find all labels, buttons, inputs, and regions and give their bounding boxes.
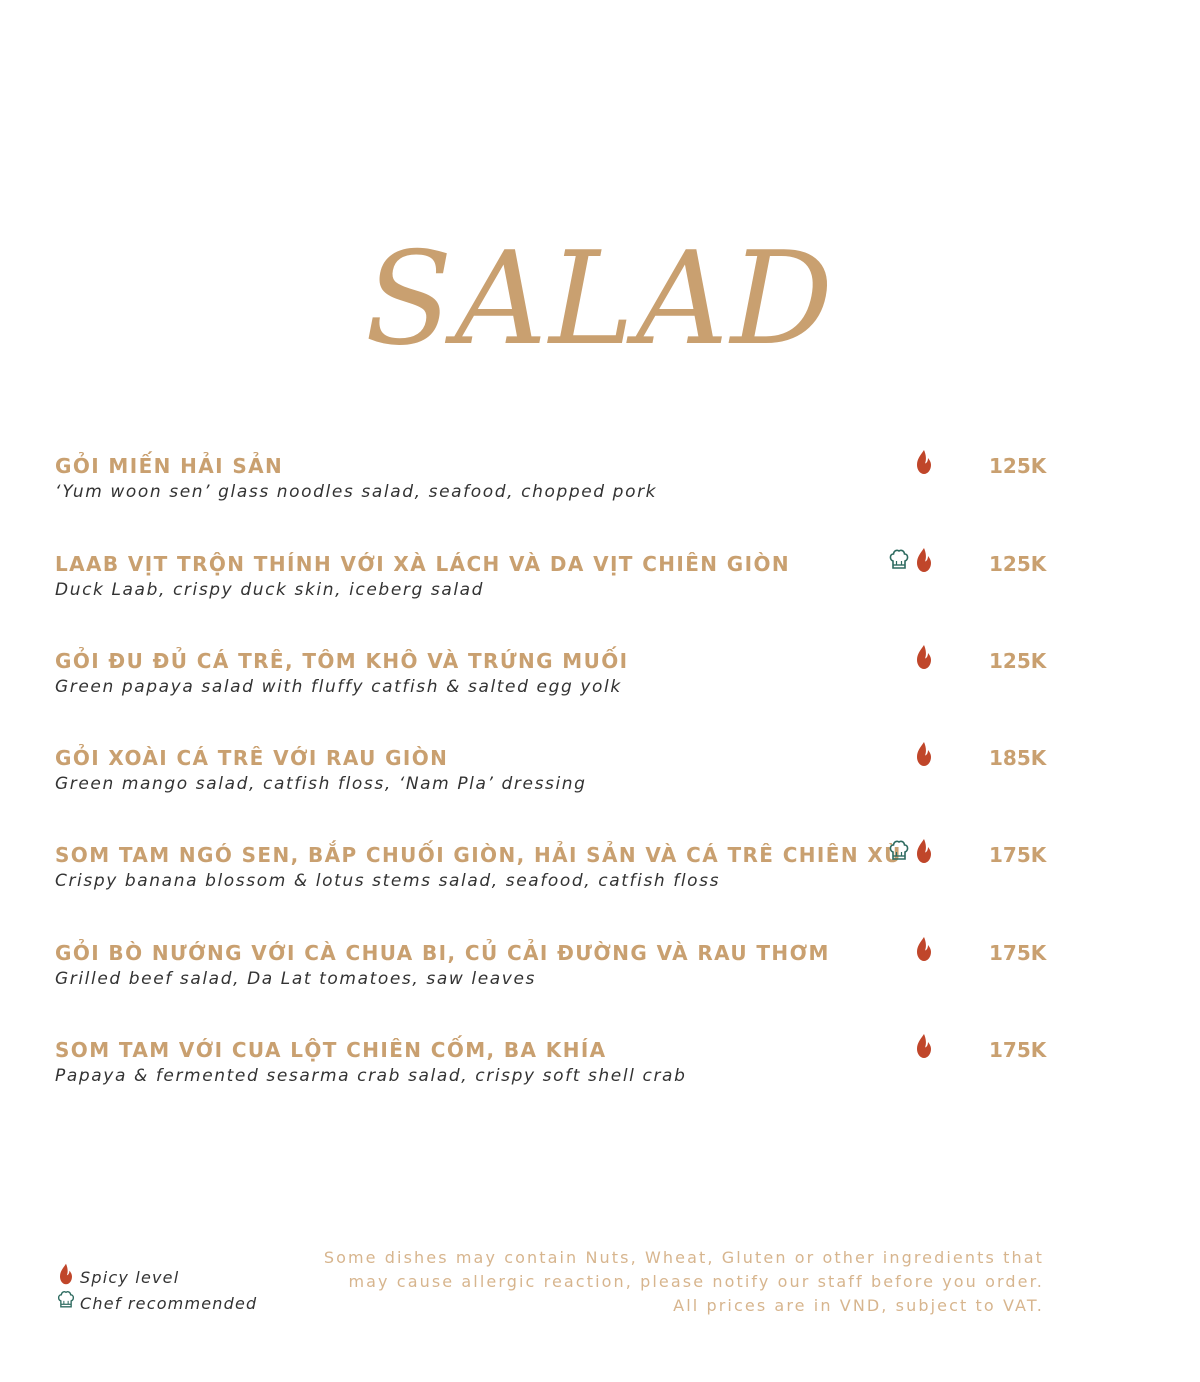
dish-icons bbox=[887, 837, 937, 865]
dish-name: GỎI XOÀI CÁ TRÊ VỚI RAU GIÒN bbox=[55, 746, 449, 770]
dish-name: LAAB VỊT TRỘN THÍNH VỚI XÀ LÁCH VÀ DA VỊT CHIÊN GIÒN bbox=[55, 552, 791, 576]
menu-item bbox=[55, 843, 1055, 903]
notice-line: may cause allergic reaction, please notify our staff before you order. bbox=[348, 1272, 1044, 1291]
dish-name: GỎI MIẾN HẢI SẢN bbox=[55, 454, 284, 478]
menu-item bbox=[55, 746, 1055, 806]
fire-icon bbox=[912, 546, 936, 574]
dish-description: Papaya & fermented sesarma crab salad, crispy soft shell crab bbox=[55, 1066, 687, 1086]
dish-description: ‘Yum woon sen’ glass noodles salad, seafood, chopped pork bbox=[55, 482, 658, 502]
legend-spicy-label: Spicy level bbox=[80, 1268, 180, 1287]
notice-line: Some dishes may contain Nuts, Wheat, Gluten or other ingredients that bbox=[323, 1248, 1044, 1267]
allergy-notice bbox=[324, 1246, 1044, 1318]
dish-icons bbox=[887, 935, 937, 963]
fire-icon bbox=[912, 643, 936, 671]
legend-chef-label: Chef recommended bbox=[80, 1294, 258, 1313]
fire-icon bbox=[912, 1032, 936, 1060]
dish-name: GỎI ĐU ĐỦ CÁ TRÊ, TÔM KHÔ VÀ TRỨNG MUỐI bbox=[55, 649, 629, 673]
menu-item bbox=[55, 552, 1055, 612]
chef-hat-icon bbox=[887, 837, 911, 865]
dish-price: 125K bbox=[989, 552, 1047, 576]
dish-description: Green papaya salad with fluffy catfish & salted egg yolk bbox=[55, 677, 622, 697]
dish-price: 185K bbox=[989, 746, 1047, 770]
dish-icons bbox=[887, 643, 937, 671]
menu-item bbox=[55, 649, 1055, 709]
dish-icons bbox=[887, 1032, 937, 1060]
dish-description: Duck Laab, crispy duck skin, iceberg salad bbox=[55, 580, 485, 600]
menu-item bbox=[55, 454, 1055, 514]
chef-hat-icon bbox=[887, 546, 911, 574]
fire-icon bbox=[912, 740, 936, 768]
page-title: SALAD bbox=[364, 224, 836, 374]
fire-icon bbox=[55, 1262, 77, 1286]
vat-notice: All prices are in VND, subject to VAT. bbox=[673, 1296, 1044, 1315]
dish-icons bbox=[887, 546, 937, 574]
menu-item bbox=[55, 941, 1055, 1001]
dish-description: Crispy banana blossom & lotus stems salad, seafood, catfish floss bbox=[55, 871, 721, 891]
chef-hat-icon bbox=[55, 1288, 77, 1312]
dish-price: 175K bbox=[989, 941, 1047, 965]
dish-price: 125K bbox=[989, 454, 1047, 478]
dish-icons bbox=[887, 448, 937, 476]
fire-icon bbox=[912, 837, 936, 865]
dish-price: 175K bbox=[989, 1038, 1047, 1062]
dish-name: SOM TAM NGÓ SEN, BẮP CHUỐI GIÒN, HẢI SẢN VÀ CÁ TRÊ CHIÊN XÙ bbox=[55, 843, 902, 867]
dish-price: 125K bbox=[989, 649, 1047, 673]
menu-item bbox=[55, 1038, 1055, 1098]
dish-description: Grilled beef salad, Da Lat tomatoes, saw leaves bbox=[55, 969, 536, 989]
fire-icon bbox=[912, 935, 936, 963]
fire-icon bbox=[912, 448, 936, 476]
dish-description: Green mango salad, catfish floss, ‘Nam Pla’ dressing bbox=[55, 774, 587, 794]
dish-name: SOM TAM VỚI CUA LỘT CHIÊN CỐM, BA KHÍA bbox=[55, 1038, 607, 1062]
dish-price: 175K bbox=[989, 843, 1047, 867]
dish-name: GỎI BÒ NƯỚNG VỚI CÀ CHUA BI, CỦ CẢI ĐƯỜNG VÀ RAU THƠM bbox=[55, 941, 830, 965]
dish-icons bbox=[887, 740, 937, 768]
